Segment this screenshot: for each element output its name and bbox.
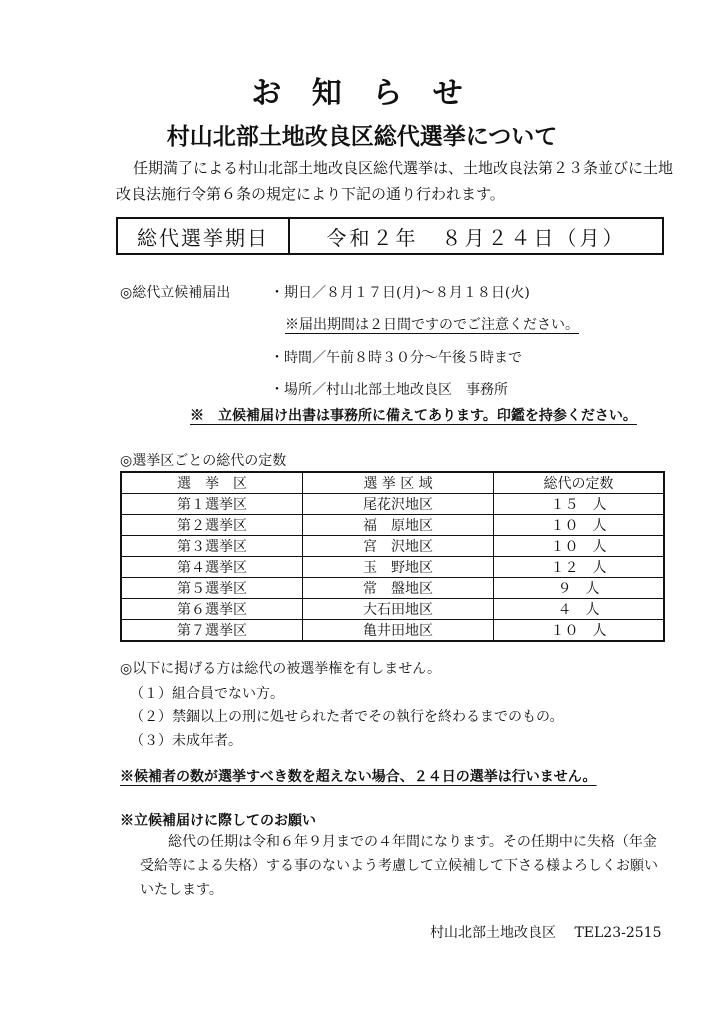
- table-row: [121, 557, 664, 578]
- candidacy-place: ・場所／村山北部土地改良区 事務所: [270, 382, 508, 398]
- header-district: 選 挙 区: [121, 472, 303, 494]
- district-cell: 第５選挙区: [121, 578, 303, 599]
- table-row: [121, 599, 664, 620]
- candidacy-period-note: ※届出期間は２日間ですのでご注意ください。: [285, 317, 579, 333]
- no-vote-note: ※候補者の数が選挙すべき数を超えない場合、２４日の選挙は行いません。: [120, 769, 597, 785]
- table-row: [121, 578, 664, 599]
- candidacy-time: ・時間／午前８時３０分～午後５時まで: [270, 350, 522, 366]
- districts-table: [120, 471, 665, 642]
- ineligible-item: （１）組合員でない方。: [130, 686, 284, 702]
- district-cell: 第３選挙区: [121, 536, 303, 557]
- district-cell: 第４選挙区: [121, 557, 303, 578]
- ineligible-item: （２）禁錮以上の刑に処せられた者でその執行を終わるまでのもの。: [130, 709, 564, 725]
- area-cell: 宮 沢地区: [303, 536, 494, 557]
- footer-tel: TEL23-2515: [574, 925, 662, 941]
- area-cell: 福 原地区: [303, 515, 494, 536]
- table-row: [121, 494, 664, 515]
- page-title: お 知 ら せ: [251, 76, 473, 111]
- district-cell: 第２選挙区: [121, 515, 303, 536]
- footer-org: 村山北部土地改良区: [430, 925, 556, 941]
- table-row: [121, 620, 664, 642]
- candidacy-heading: ◎総代立候補届出: [120, 285, 231, 301]
- area-cell: 玉 野地区: [303, 557, 494, 578]
- request-body: 総代の任期は令和６年９月までの４年間になります。その任期中に失格（年金受給等による失格）する事のないよう考慮して立候補して下さる様よろしくお願いいたします。: [140, 834, 658, 898]
- candidacy-form-note: ※ 立候補届け出書は事務所に備えてあります。印鑑を持参ください。: [190, 408, 637, 424]
- table-header-row: [121, 472, 664, 494]
- request-heading: ※立候補届けに際してのお願い: [120, 813, 316, 829]
- quota-cell: １５ 人: [494, 494, 665, 515]
- table-row: [121, 536, 664, 557]
- election-date-box: [116, 217, 664, 255]
- footer: [430, 922, 661, 942]
- district-cell: 第７選挙区: [121, 620, 303, 642]
- header-area: 選 挙 区 域: [303, 472, 494, 494]
- district-cell: 第６選挙区: [121, 599, 303, 620]
- ineligible-item: （３）未成年者。: [130, 733, 242, 749]
- quota-cell: ４ 人: [494, 599, 665, 620]
- election-date-value: 令和２年 ８月２４日（月）: [326, 225, 626, 250]
- area-cell: 常 盤地区: [303, 578, 494, 599]
- election-date-label: 総代選挙期日: [118, 219, 290, 253]
- table-row: [121, 515, 664, 536]
- area-cell: 大石田地区: [303, 599, 494, 620]
- area-cell: 亀井田地区: [303, 620, 494, 642]
- quota-cell: ９ 人: [494, 578, 665, 599]
- ineligible-heading: ◎以下に掲げる方は総代の被選挙権を有しません。: [120, 661, 442, 677]
- header-quota: 総代の定数: [494, 472, 665, 494]
- page-subtitle: 村山北部土地改良区総代選挙について: [166, 123, 558, 150]
- candidacy-period: ・期日／８月１７日(月)～８月１８日(火): [270, 285, 530, 301]
- quota-cell: １０ 人: [494, 515, 665, 536]
- intro-paragraph: 任期満了による村山北部土地改良区総代選挙は、土地改良法第２３条並びに土地改良法施行令第６条の規定により下記の通り行われます。: [116, 159, 674, 203]
- district-cell: 第１選挙区: [121, 494, 303, 515]
- quota-cell: １０ 人: [494, 620, 665, 642]
- area-cell: 尾花沢地区: [303, 494, 494, 515]
- quota-cell: １２ 人: [494, 557, 665, 578]
- quota-cell: １０ 人: [494, 536, 665, 557]
- districts-heading: ◎選挙区ごとの総代の定数: [120, 453, 287, 469]
